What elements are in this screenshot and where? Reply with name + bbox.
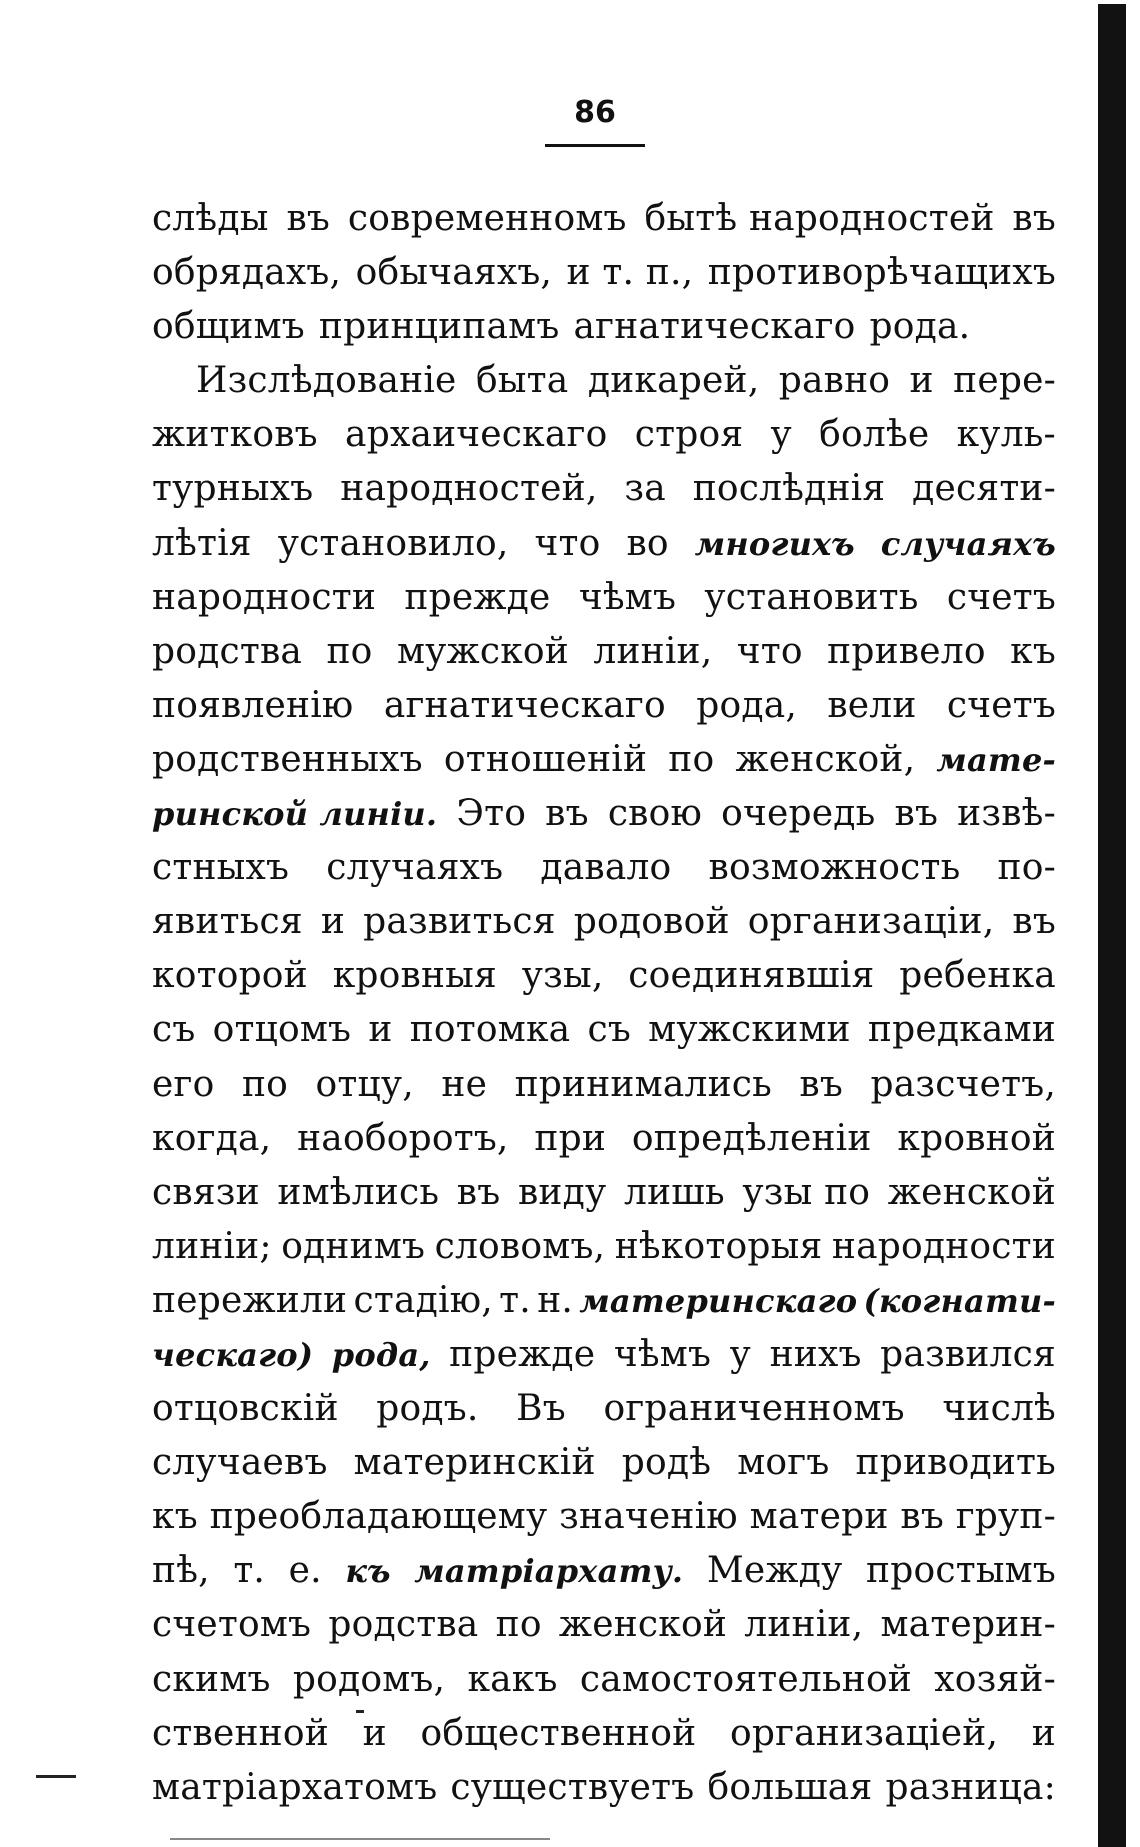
word: связи	[152, 1171, 260, 1213]
text-line	[152, 354, 1056, 408]
word: съ	[587, 1009, 631, 1051]
word: словомъ,	[434, 1225, 606, 1267]
word: имѣлись	[277, 1171, 440, 1213]
word: какъ	[467, 1658, 558, 1700]
text-line	[152, 300, 1056, 354]
word: въ	[799, 1063, 843, 1105]
word: болѣе	[819, 414, 930, 456]
word: извѣ-	[957, 793, 1056, 835]
word: послѣднія	[692, 468, 886, 510]
word: лѣтія	[152, 522, 252, 564]
word: отцомъ	[212, 1009, 352, 1051]
word: къ	[152, 1496, 198, 1538]
word: пережили	[152, 1279, 348, 1321]
text-line	[152, 1058, 1056, 1112]
word: очередь	[721, 793, 876, 835]
word: соединявшія	[628, 955, 875, 997]
word: самостоятельной	[579, 1658, 913, 1700]
word: существуетъ	[450, 1766, 695, 1808]
word: явиться	[152, 901, 303, 943]
word: пере-	[953, 360, 1056, 402]
scan-mark	[170, 1838, 550, 1840]
word: вели	[827, 684, 917, 726]
text-line	[152, 841, 1056, 895]
page-number-rule	[545, 144, 645, 147]
word: современномъ	[347, 198, 627, 239]
word: появленію	[152, 684, 354, 726]
word: у	[770, 414, 792, 456]
word: разсчетъ,	[870, 1063, 1056, 1105]
word: у	[729, 1333, 752, 1375]
text-line	[152, 1112, 1056, 1166]
text-line	[152, 1598, 1056, 1652]
word: нѣкоторыя	[614, 1225, 823, 1267]
word: родства	[152, 630, 303, 672]
word: прежде	[449, 1333, 596, 1375]
italic-word: мате-	[936, 740, 1056, 779]
word: большая	[707, 1766, 873, 1808]
word: агнатическаго	[573, 306, 856, 348]
word: развиться	[363, 901, 556, 943]
word: обычаяхъ,	[355, 252, 553, 294]
word: кровныя	[332, 955, 497, 997]
word: дикарей,	[587, 360, 760, 402]
word: принимались	[514, 1063, 772, 1105]
italic-word: многихъ	[694, 524, 855, 563]
word: народностей,	[340, 468, 598, 510]
word: чѣмъ	[613, 1333, 712, 1375]
italic-word: (когнати-	[863, 1281, 1056, 1320]
word: виду	[517, 1171, 607, 1213]
word: куль-	[956, 414, 1056, 456]
word: ственной	[152, 1712, 329, 1754]
word: Изслѣдованіе	[196, 360, 457, 402]
word: чѣмъ	[578, 576, 677, 618]
word: развился	[880, 1333, 1056, 1375]
body-text	[152, 192, 1056, 1815]
scan-mark	[36, 1775, 76, 1778]
text-line	[152, 571, 1056, 625]
word: организаціей,	[729, 1712, 999, 1754]
word: женской	[887, 1171, 1056, 1213]
word: общественной	[420, 1712, 697, 1754]
text-line	[152, 949, 1056, 1003]
word: въ	[894, 793, 939, 835]
word: хозяй-	[934, 1658, 1056, 1700]
word: опредѣленіи	[631, 1117, 872, 1159]
word: бытѣ народностей	[644, 198, 995, 239]
word: и	[362, 1712, 387, 1754]
text-line	[152, 1653, 1056, 1707]
text-line	[152, 1761, 1056, 1815]
word: слѣды	[152, 198, 269, 239]
text-line	[152, 246, 1056, 300]
word: родѣ	[621, 1442, 712, 1484]
word: въ	[1012, 198, 1056, 239]
word: матери	[749, 1496, 889, 1538]
word: рода,	[696, 684, 797, 726]
word: отцу,	[315, 1063, 414, 1105]
word: узы,	[521, 955, 604, 997]
word: быта	[475, 360, 569, 402]
word: значенію	[559, 1496, 738, 1538]
text-line	[152, 1220, 1056, 1274]
text-line	[152, 1166, 1056, 1220]
word: противорѣчащихъ	[707, 252, 1056, 294]
word: простымъ	[866, 1550, 1056, 1592]
word: н.	[537, 1279, 574, 1321]
italic-word: материнскаго	[579, 1281, 858, 1320]
word: Между	[706, 1550, 843, 1592]
text-line	[152, 462, 1056, 516]
italic-word: случаяхъ	[880, 524, 1056, 563]
italic-word: матріархату.	[414, 1552, 684, 1591]
word: е.	[288, 1550, 322, 1592]
word: строя	[634, 414, 744, 456]
word: родъ.	[376, 1388, 479, 1430]
word: установить	[704, 576, 919, 618]
word: стадію,	[353, 1279, 493, 1321]
scan-mark	[356, 1710, 364, 1713]
word: которой	[152, 955, 308, 997]
word: пѣ,	[152, 1550, 210, 1592]
word: когда,	[152, 1117, 272, 1159]
word: организаціи,	[747, 901, 995, 943]
text-line	[152, 625, 1056, 679]
word: по	[241, 1063, 289, 1105]
text-line	[152, 1544, 1056, 1598]
text-line	[152, 1003, 1056, 1057]
word: что	[736, 630, 803, 672]
word: принципамъ	[318, 306, 560, 348]
word: мужскими	[648, 1009, 851, 1051]
word: по	[668, 738, 715, 780]
word: предками	[867, 1009, 1056, 1051]
word: что	[534, 522, 601, 564]
word: женской	[558, 1604, 728, 1646]
word: въ	[1012, 901, 1056, 943]
word: установило,	[277, 522, 509, 564]
word: съ	[152, 1009, 196, 1051]
word: т.	[499, 1279, 531, 1321]
word: Это	[456, 793, 527, 835]
word: въ	[286, 198, 331, 239]
text-line	[152, 679, 1056, 733]
word: агнатическаго	[383, 684, 666, 726]
text-line	[152, 1328, 1056, 1382]
word: случаяхъ	[326, 847, 504, 889]
word: могъ	[737, 1442, 830, 1484]
word: наоборотъ,	[297, 1117, 509, 1159]
word: рода.	[869, 306, 971, 348]
word: линіи;	[152, 1225, 272, 1267]
word: и	[368, 1009, 393, 1051]
word: мужской	[396, 630, 569, 672]
text-line	[152, 517, 1056, 571]
text-line	[152, 1436, 1056, 1490]
word: обрядахъ,	[152, 252, 342, 294]
text-line	[152, 1274, 1056, 1328]
word: привело	[827, 630, 986, 672]
word: и	[909, 360, 934, 402]
text-line	[152, 1490, 1056, 1544]
word: родства	[328, 1604, 479, 1646]
word: по-	[997, 847, 1056, 889]
word: числѣ	[942, 1388, 1056, 1430]
word: счетомъ	[152, 1604, 312, 1646]
word: по	[495, 1604, 542, 1646]
word: къ	[1010, 630, 1056, 672]
word: линіи,	[593, 630, 713, 672]
word: приводить	[855, 1442, 1056, 1484]
word: архаическаго	[345, 414, 608, 456]
word: груп-	[955, 1496, 1056, 1538]
word: и	[1031, 1712, 1056, 1754]
word: Въ	[516, 1388, 566, 1430]
word: во	[626, 522, 669, 564]
word: народности	[152, 576, 377, 618]
word: отцовскій	[152, 1388, 339, 1430]
word: родовой	[573, 901, 730, 943]
page-number: 86	[574, 95, 616, 130]
word: материнскій	[353, 1442, 596, 1484]
word: народности	[831, 1225, 1056, 1267]
italic-word: къ	[345, 1552, 391, 1591]
word: разница:	[885, 1766, 1056, 1808]
word: потомка	[409, 1009, 571, 1051]
word: общимъ	[152, 306, 305, 348]
italic-word: ческаго)	[152, 1335, 314, 1374]
word: по	[326, 630, 373, 672]
word: въ	[545, 793, 589, 835]
word: и т. п.,	[566, 252, 694, 294]
word: материн-	[880, 1604, 1056, 1646]
word: турныхъ	[152, 468, 314, 510]
word: родомъ,	[292, 1658, 446, 1700]
word: его	[152, 1063, 215, 1105]
italic-word: ринской линіи.	[152, 795, 438, 834]
word: при	[534, 1117, 607, 1159]
word: равно	[778, 360, 891, 402]
word: т.	[233, 1550, 266, 1592]
word: однимъ	[281, 1225, 426, 1267]
word: родственныхъ	[152, 738, 423, 780]
word: счетъ	[946, 576, 1056, 618]
text-line	[152, 787, 1056, 841]
word: житковъ	[152, 414, 318, 456]
word: скимъ	[152, 1658, 271, 1700]
word: и	[320, 901, 346, 943]
word: давало	[540, 847, 672, 889]
word: матріархатомъ	[152, 1766, 438, 1808]
word: лишь	[624, 1171, 725, 1213]
text-line	[152, 895, 1056, 949]
word: линіи,	[744, 1604, 864, 1646]
word: за	[624, 468, 666, 510]
word: свою	[607, 793, 703, 835]
word: преобладающему	[209, 1496, 548, 1538]
word: счетъ	[946, 684, 1056, 726]
word: ограниченномъ	[603, 1388, 905, 1430]
scan-edge-bar	[1098, 4, 1126, 1847]
word: не	[441, 1063, 488, 1105]
word: возможность	[708, 847, 961, 889]
word: прежде	[404, 576, 551, 618]
text-line	[152, 192, 1056, 246]
word: десяти-	[912, 468, 1056, 510]
word: случаевъ	[152, 1442, 328, 1484]
text-line	[152, 408, 1056, 462]
italic-word: рода,	[331, 1335, 431, 1374]
word: въ	[456, 1171, 501, 1213]
word: женской,	[735, 738, 916, 780]
word: отношеній	[443, 738, 648, 780]
text-line	[152, 1382, 1056, 1436]
word: нихъ	[769, 1333, 862, 1375]
text-line	[152, 733, 1056, 787]
word: ребенка	[899, 955, 1056, 997]
word: узы по	[742, 1171, 871, 1213]
word: въ	[900, 1496, 944, 1538]
word: кровной	[897, 1117, 1056, 1159]
text-line	[152, 1707, 1056, 1761]
word: стныхъ	[152, 847, 290, 889]
